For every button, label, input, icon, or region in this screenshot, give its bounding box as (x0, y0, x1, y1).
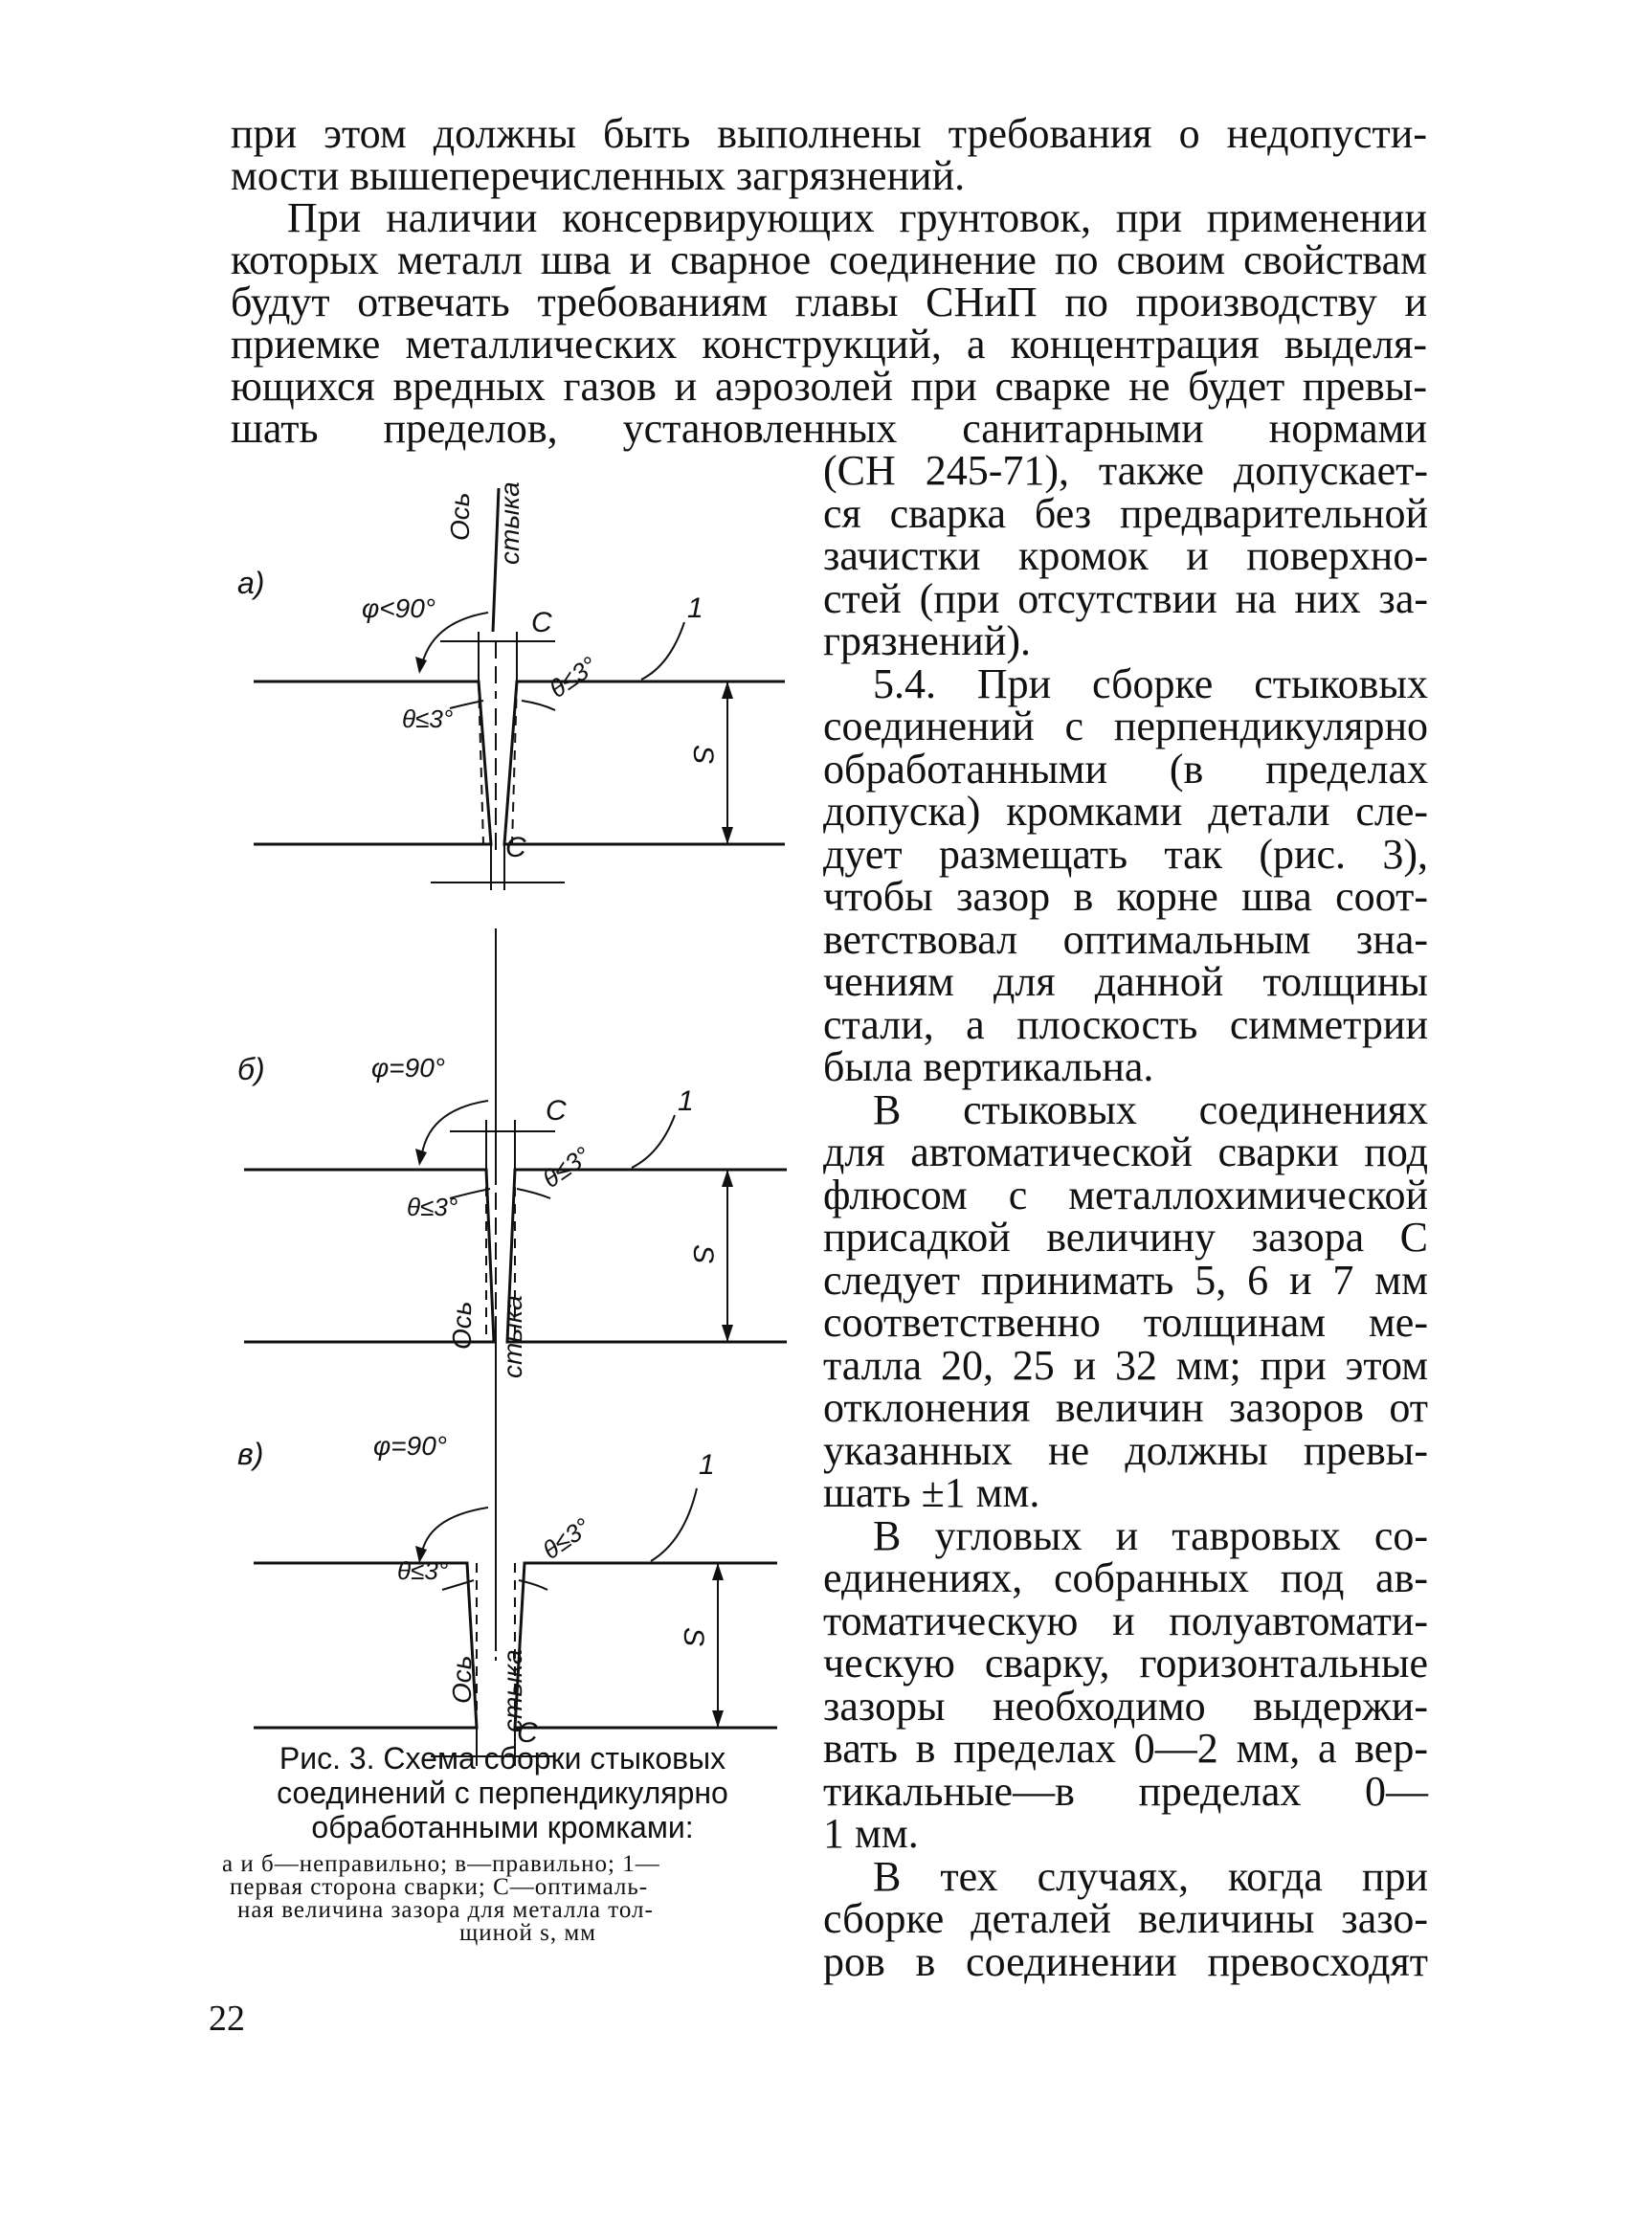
phi-label-b: φ=90° (371, 1053, 445, 1083)
phi-label-a: φ<90° (362, 593, 435, 623)
text-line: ветствовал оптимальным зна- (823, 916, 1428, 963)
thickness-label-b: S (687, 1244, 719, 1264)
text-line: ческую сварку, горизонтальные (823, 1640, 1428, 1687)
text-line: тикальные—в пределах 0— (823, 1768, 1428, 1815)
text-line: ров в соединении превосходят (823, 1938, 1428, 1985)
theta-label-v: θ≤3° (537, 1511, 596, 1565)
axis-label-a: Ось (445, 492, 475, 541)
thickness-label-a: S (687, 745, 719, 765)
text-line: вать в пределах 0—2 мм, а вер- (823, 1725, 1428, 1772)
assembly-diagram (220, 469, 814, 1749)
gap-label-b: C (546, 1095, 567, 1127)
text-line: приемке металлических конструкций, а концентрация выделя- (231, 321, 1427, 368)
text-line: (СН 245-71), также допускает- (823, 447, 1428, 494)
text-line: следует принимать 5, 6 и 7 мм (823, 1257, 1428, 1304)
text-line: обработанными (в пределах (823, 746, 1428, 793)
text-line: чениям для данной толщины (823, 958, 1428, 1005)
text-line: В угловых и тавровых со- (873, 1512, 1428, 1559)
thickness-label-v: S (678, 1627, 709, 1647)
theta-label-b: θ≤3° (537, 1140, 596, 1194)
figure-caption: обработанными кромками: (311, 1810, 694, 1844)
figure-legend: а и б—неправильно; в—правильно; 1— (222, 1851, 660, 1877)
text-line: дует размещать так (рис. 3), (823, 831, 1428, 878)
page-number: 22 (209, 1999, 245, 2039)
axis-label-b: стыка (498, 1295, 527, 1378)
axis-label-b: Ось (447, 1301, 477, 1350)
text-line: сборке деталей величины зазо- (823, 1895, 1428, 1942)
theta-label-a: θ≤3° (402, 704, 454, 733)
figure-legend: щиной s, мм (459, 1920, 597, 1946)
axis-label-v: стыка (498, 1649, 527, 1732)
part-label-a: 1 (687, 592, 703, 624)
phi-label-v: φ=90° (373, 1431, 447, 1461)
diagram-b (244, 928, 787, 1359)
text-line: указанных не должны превы- (823, 1427, 1428, 1474)
figure-caption: соединений с перпендикулярно (277, 1776, 728, 1810)
text-line: ющихся вредных газов и аэрозолей при сварке не будет превы- (231, 363, 1427, 410)
figure-legend: первая сторона сварки; С—оптималь- (230, 1874, 649, 1900)
text-line: была вертикальна. (823, 1043, 1154, 1090)
text-line: соответственно толщинам ме- (823, 1299, 1428, 1346)
text-line: В тех случаях, когда при (873, 1853, 1428, 1900)
label-b: б) (237, 1052, 265, 1086)
gap-label-a: C (531, 607, 552, 638)
text-line: зачистки кромок и поверхно- (823, 532, 1428, 579)
text-line: зазоры необходимо выдержи- (823, 1683, 1428, 1730)
text-line: При наличии консервирующих грунтовок, при применении (287, 194, 1427, 241)
text-line: отклонения величин зазоров от (823, 1384, 1428, 1431)
gap-label-a: C (505, 832, 526, 863)
text-line: единениях, собранных под ав- (823, 1554, 1428, 1601)
text-line: при этом должны быть выполнены требования о недопусти- (231, 110, 1427, 157)
text-line: шать ±1 мм. (823, 1469, 1040, 1516)
text-line: мости вышеперечисленных загрязнений. (231, 152, 966, 199)
text-line: грязнений). (823, 617, 1032, 664)
part-label-v: 1 (699, 1449, 715, 1481)
text-line: В стыковых соединениях (873, 1086, 1428, 1133)
text-line: для автоматической сварки под (823, 1128, 1428, 1175)
gap-label-v: C (517, 1717, 538, 1749)
figure-legend: ная величина зазора для металла тол- (237, 1897, 654, 1923)
text-line: соединений с перпендикулярно (823, 703, 1428, 749)
text-line: талла 20, 25 и 32 мм; при этом (823, 1342, 1428, 1389)
text-line: 5.4. При сборке стыковых (873, 660, 1428, 707)
text-line: 1 мм. (823, 1810, 919, 1857)
text-line: чтобы зазор в корне шва соот- (823, 873, 1428, 920)
theta-label-b: θ≤3° (407, 1193, 458, 1221)
text-line: будут отвечать требованиям главы СНиП по производству и (231, 279, 1427, 325)
part-label-b: 1 (678, 1085, 694, 1117)
text-line: допуска) кромками детали сле- (823, 788, 1428, 835)
label-v: в) (237, 1437, 264, 1471)
theta-label-v: θ≤3° (397, 1556, 449, 1585)
label-a: а) (237, 566, 265, 600)
text-line: стали, а плоскость симметрии (823, 1001, 1428, 1048)
text-line: присадкой величину зазора С (823, 1214, 1428, 1261)
theta-label-a: θ≤3° (544, 650, 603, 704)
text-line: томатическую и полуавтомати- (823, 1597, 1428, 1644)
text-line: которых металл шва и сварное соединение по своим свойствам (231, 236, 1427, 283)
axis-label-v: Ось (447, 1655, 477, 1704)
text-line: ся сварка без предварительной (823, 490, 1428, 537)
text-line: шать пределов, установленных санитарными нормами (231, 405, 1427, 452)
figure-caption: Рис. 3. Схема сборки стыковых (279, 1741, 726, 1776)
axis-label-a: стыка (495, 481, 525, 565)
text-line: флюсом с металлохимической (823, 1172, 1428, 1218)
text-line: стей (при отсутствии на них за- (823, 575, 1428, 622)
